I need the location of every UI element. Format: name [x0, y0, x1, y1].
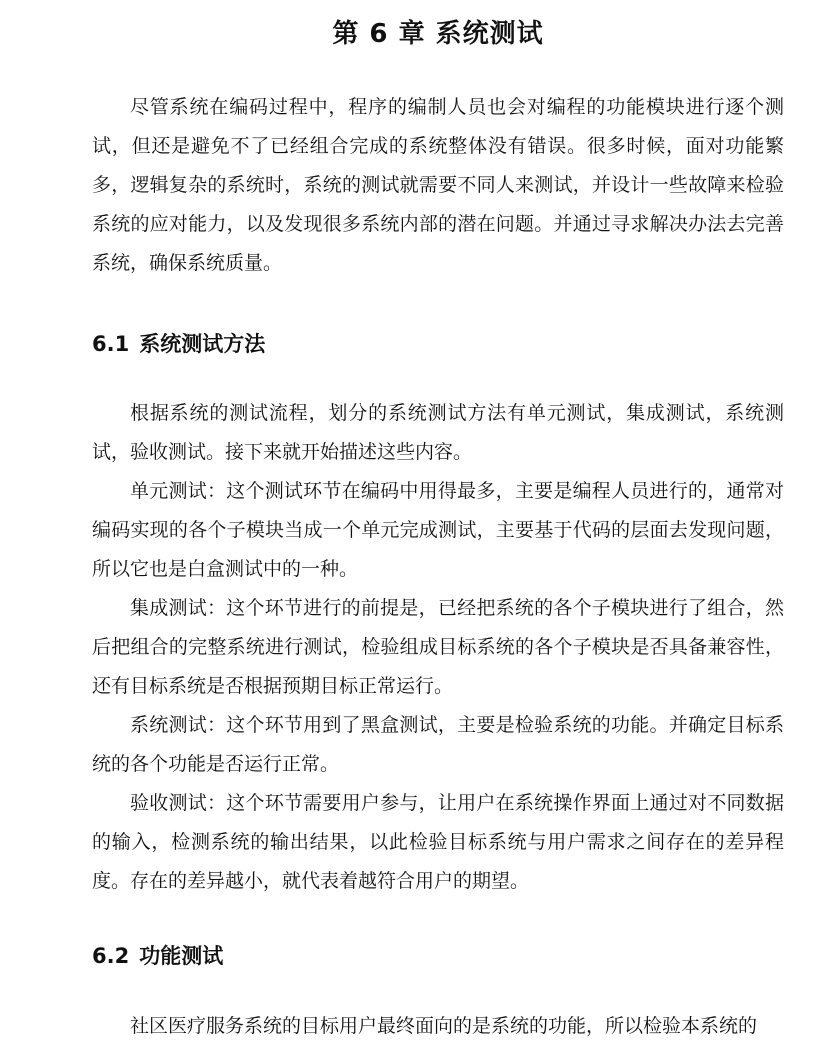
section-heading-6-1 — [92, 329, 784, 359]
section-heading-6-2 — [92, 941, 784, 971]
paragraph-acceptance-test: 验收测试：这个环节需要用户参与，让用户在系统操作界面上通过对不同数据的输入，检测系统的输出结果，以此检验目标系统与用户需求之间存在的差异程度。存在的差异越小，就代表着越符合用户的期望。 — [92, 792, 784, 892]
section-title: 功能测试 — [139, 944, 224, 968]
paragraph-system-test: 系统测试：这个环节用到了黑盒测试，主要是检验系统的功能。并确定目标系统的各个功能是否运行正常。 — [92, 714, 784, 775]
intro-paragraph: 尽管系统在编码过程中，程序的编制人员也会对编程的功能模块进行逐个测试，但还是避免不了已经组合完成的系统整体没有错误。很多时候，面对功能繁多，逻辑复杂的系统时，系统的测试就需要不同人来测试，并设计一些故障来检验系统的应对能力，以及发现很多系统内部的潜在问题。并通过寻求解决办法去完善系统，确保系统质量。 — [92, 96, 784, 274]
document-page — [92, 0, 784, 1046]
paragraph-test-methods-overview: 根据系统的测试流程，划分的系统测试方法有单元测试，集成测试，系统测试，验收测试。接下来就开始描述这些内容。 — [92, 402, 784, 463]
section-number: 6.2 — [92, 944, 130, 968]
paragraph-unit-test: 单元测试：这个测试环节在编码中用得最多，主要是编程人员进行的，通常对编码实现的各个子模块当成一个单元完成测试，主要基于代码的层面去发现问题，所以它也是白盒测试中的一种。 — [92, 480, 784, 580]
chapter-title: 第 6 章 系统测试 — [332, 19, 544, 49]
paragraph-integration-test: 集成测试：这个环节进行的前提是，已经把系统的各个子模块进行了组合，然后把组合的完整系统进行测试，检验组成目标系统的各个子模块是否具备兼容性，还有目标系统是否根据预期目标正常运行。 — [92, 597, 784, 697]
section-title: 系统测试方法 — [139, 332, 266, 356]
section-number: 6.1 — [92, 332, 130, 356]
paragraph-functional-test: 社区医疗服务系统的目标用户最终面向的是系统的功能，所以检验本系统的 — [130, 1015, 758, 1037]
